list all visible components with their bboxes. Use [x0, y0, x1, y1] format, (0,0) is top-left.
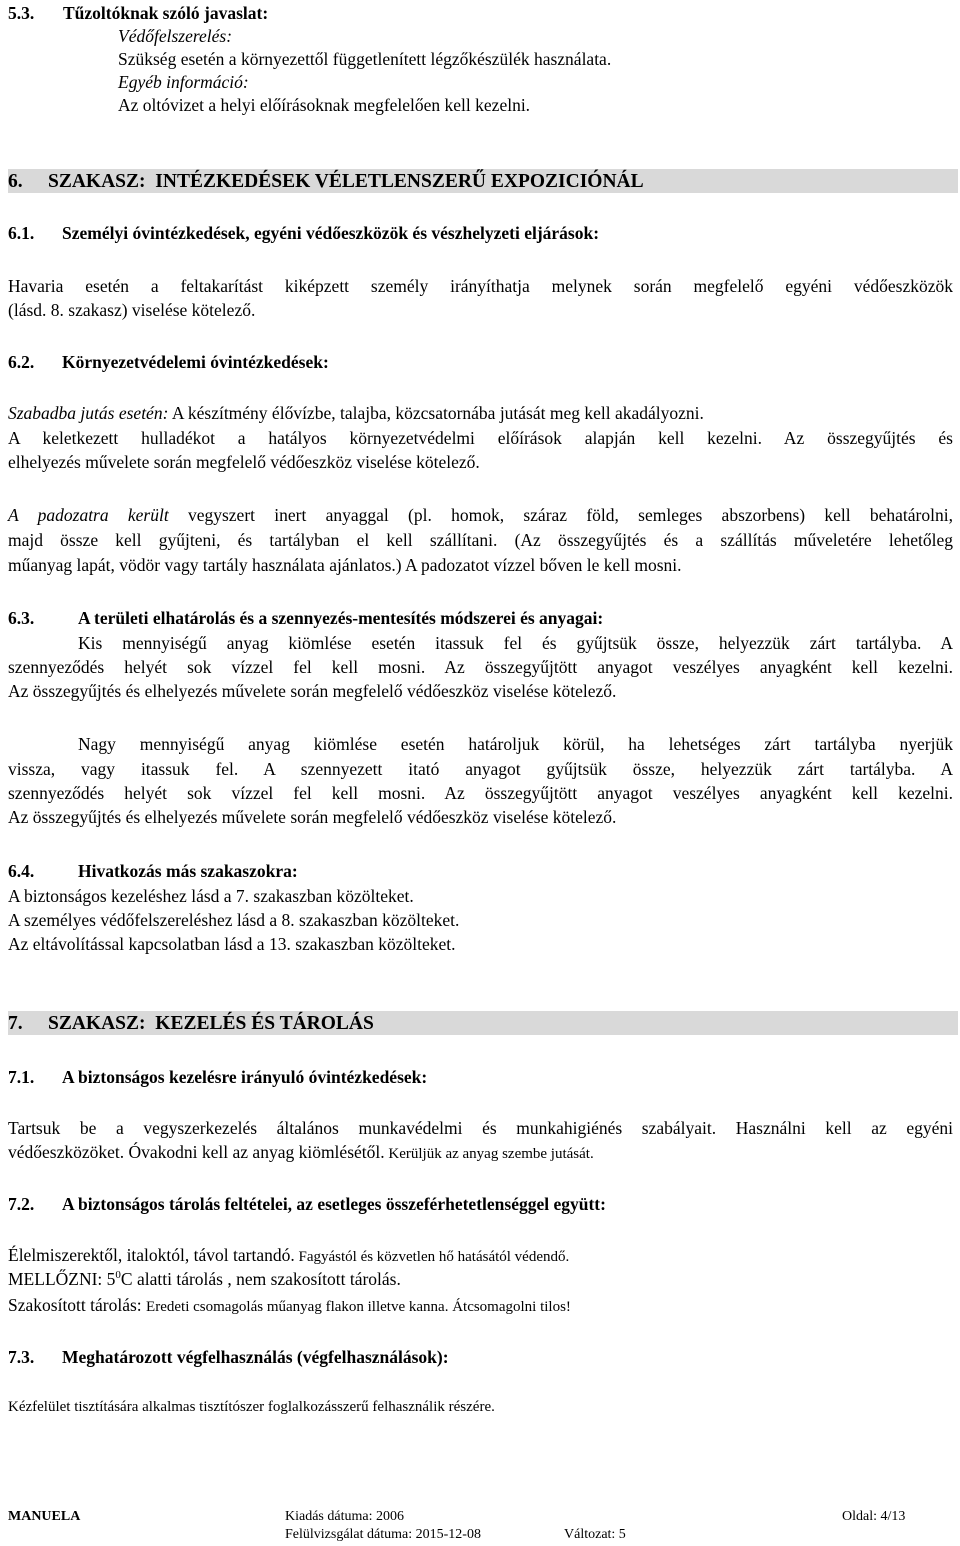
other-info-label: Egyéb információ: — [118, 72, 249, 92]
section-7-1-number: 7.1. — [8, 1067, 35, 1087]
section-7-1-line-2b: Kerüljük az anyag szembe jutását. — [384, 1146, 594, 1162]
section-6-1-title: Személyi óvintézkedések, egyéni védőeszközök és vészhelyzeti eljárások: — [62, 223, 600, 243]
section-6-4-line-3: Az eltávolítással kapcsolatban lásd a 13. szakaszban közölteket. — [8, 934, 456, 954]
section-7-3-number: 7.3. — [8, 1347, 35, 1367]
section-7-1-line-2a: védőeszközöket. Óvakodni kell az anyag kiömlésétől. — [8, 1142, 385, 1162]
footer-version: Változat: 5 — [564, 1527, 626, 1542]
section-6-3-title: A területi elhatárolás és a szennyezés-mentesítés módszerei és anyagai: — [78, 608, 604, 628]
section-6-3-p2-line-4: Az összegyűjtés és elhelyezés művelete során megfelelő védőeszköz viselése kötelező. — [8, 807, 617, 827]
section-7-2-line-3a: Szakosított tárolás: — [8, 1295, 147, 1315]
section-5-3-number: 5.3. — [8, 3, 35, 23]
ppe-label: Védőfelszerelés: — [118, 26, 233, 46]
section-6-2-line-2: A keletkezett hulladékot a hatályos környezetvédelmi előírások alapján kell kezelni. Az összegyűjtés és — [8, 428, 953, 448]
section-6-3-p1-line-2: szennyeződés helyét sok vízzel fel kell mosni. Az összegyűjtött anyagot veszélyes anyagként kell kezelni. — [8, 657, 953, 677]
outdoor-release-label: Szabadba jutás esetén: — [8, 403, 169, 423]
section-6-4-title: Hivatkozás más szakaszokra: — [78, 861, 298, 881]
section-6-3-p1-line-1: Kis mennyiségű anyag kiömlése esetén itassuk fel és gyűjtsük össze, helyezzük zárt tartályba. A — [78, 633, 953, 653]
section-6-1-number: 6.1. — [8, 223, 35, 243]
section-6-4-line-1: A biztonságos kezeléshez lásd a 7. szakaszban közölteket. — [8, 886, 414, 906]
section-5-3-title: Tűzoltóknak szóló javaslat: — [63, 3, 269, 23]
ppe-text: Szükség esetén a környezettől függetlenített légzőkészülék használata. — [118, 49, 612, 69]
section-6-2-line-3: elhelyezés művelete során megfelelő védőeszköz viselése kötelező. — [8, 452, 480, 472]
section-7-1-line-1: Tartsuk be a vegyszerkezelés általános munkavédelmi és munkahigiénés szabályait. Használni kell az egyéni — [8, 1118, 953, 1138]
footer-page: Oldal: 4/13 — [842, 1509, 906, 1524]
section-6-2-title: Környezetvédelemi óvintézkedések: — [62, 352, 329, 372]
section-6-3-p1-line-3: Az összegyűjtés és elhelyezés művelete során megfelelő védőeszköz viselése kötelező. — [8, 681, 617, 701]
section-6-2-line-1 — [8, 402, 704, 424]
section-6-1-line-1: Havaria esetén a feltakarítást kiképzett személy irányíthatja melynek során megfelelő egyéni védőeszközök — [8, 276, 953, 296]
section-6-2-floor-line-2: majd össze kell gyűjteni, és tartályban el kell szállítani. (Az összegyűjtés és a szállítás műveletére lehetőleg — [8, 530, 953, 550]
footer-revision-date: Felülvizsgálat dátuma: 2015-12-08 — [285, 1527, 481, 1542]
section-6-3-p2-line-3: szennyeződés helyét sok vízzel fel kell mosni. Az összegyűjtött anyagot veszélyes anyagként kell kezelni. — [8, 783, 953, 803]
section-6-3-number: 6.3. — [8, 608, 35, 628]
section-6-1-line-2: (lásd. 8. szakasz) viselése kötelező. — [8, 300, 256, 320]
section-7-2-number: 7.2. — [8, 1194, 35, 1214]
section-6-4-number: 6.4. — [8, 861, 35, 881]
section-6-2-floor-line-1 — [8, 504, 953, 526]
section-6-3-p2-line-2: vissza, vagy itassuk fel. A szennyezett itató anyagot gyűjtsük össze, helyezzük zárt tartályba. A — [8, 759, 953, 779]
floor-text-1: vegyszert inert anyaggal (pl. homok, száraz föld, semleges abszorbens) kell behatárolni, — [168, 505, 953, 525]
section-7-2-line-1 — [8, 1244, 569, 1268]
section-6-2-number: 6.2. — [8, 352, 35, 372]
section-7-title: SZAKASZ: KEZELÉS ÉS TÁROLÁS — [48, 1013, 374, 1034]
section-7-1-line-2 — [8, 1141, 594, 1165]
section-7-3-line-1: Kézfelület tisztítására alkalmas tisztítószer foglalkozásszerű felhasználik részére. — [8, 1399, 495, 1415]
footer-product: MANUELA — [8, 1509, 81, 1524]
footer-issue-date: Kiadás dátuma: 2006 — [285, 1509, 404, 1524]
section-7-3-title: Meghatározott végfelhasználás (végfelhasználások): — [62, 1347, 449, 1367]
section-7-2-line-2b: C alatti tárolás , nem szakosított tárolás. — [120, 1269, 401, 1289]
section-7-2-line-1b: Fagyástól és közvetlen hő hatásától védendő. — [294, 1249, 570, 1265]
section-6-4-line-2: A személyes védőfelszereléshez lásd a 8. szakaszban közölteket. — [8, 910, 460, 930]
section-7-2-line-3b: Eredeti csomagolás műanyag flakon illetve kanna. Átcsomagolni tilos! — [146, 1299, 571, 1315]
section-7-2-title: A biztonságos tárolás feltételei, az esetleges összeférhetetlenséggel együtt: — [62, 1194, 606, 1214]
section-6-2-floor-line-3: műanyag lapát, vödör vagy tartály használata ajánlatos.) A padozatot vízzel bőven le kell mosni. — [8, 555, 682, 575]
section-7-1-title: A biztonságos kezelésre irányuló óvintézkedések: — [62, 1067, 428, 1087]
section-7-2-line-3 — [8, 1294, 571, 1318]
other-info-text: Az oltóvizet a helyi előírásoknak megfelelően kell kezelni. — [118, 95, 531, 115]
section-7-2-line-2a: MELLŐZNI: 5 — [8, 1269, 116, 1289]
floor-label: A padozatra került — [8, 505, 169, 525]
section-6-number: 6. — [8, 171, 23, 192]
degree-superscript: 0 — [115, 1269, 121, 1282]
section-6-3-p2-line-1: Nagy mennyiségű anyag kiömlése esetén határoljuk körül, ha lehetséges zárt tartályba nyerjük — [78, 734, 953, 754]
section-6-title: SZAKASZ: INTÉZKEDÉSEK VÉLETLENSZERŰ EXPOZICIÓNÁL — [48, 171, 644, 192]
section-7-2-line-1a: Élelmiszerektől, italoktól, távol tartandó. — [8, 1245, 295, 1265]
section-7-number: 7. — [8, 1013, 23, 1034]
outdoor-release-text: A készítmény élővízbe, talajba, közcsatornába jutását meg kell akadályozni. — [168, 403, 704, 423]
section-7-2-line-2 — [8, 1268, 401, 1290]
